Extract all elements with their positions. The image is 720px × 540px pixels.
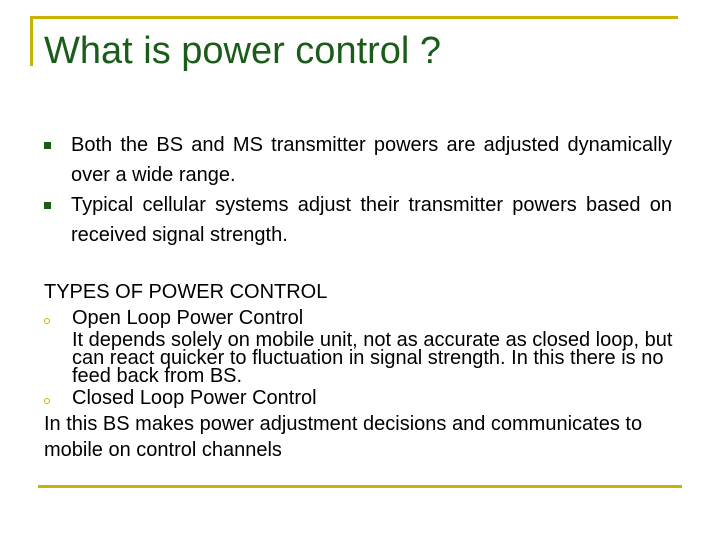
ring-bullet-icon (44, 318, 50, 324)
sub-item-closed-loop (44, 385, 674, 411)
power-control-types (44, 279, 674, 463)
bottom-rule (38, 485, 682, 488)
closed-loop-detail: In this BS makes power adjustment decisions and communicates to mobile on control channels (44, 413, 643, 461)
types-heading: TYPES OF POWER CONTROL (44, 281, 328, 303)
closed-loop-label: Closed Loop Power Control (72, 387, 317, 409)
bullet-text: Both the BS and MS transmitter powers are adjusted dynamically over a wide range. (71, 134, 672, 186)
square-bullet-icon (44, 142, 51, 149)
ring-bullet-icon (44, 398, 50, 404)
bullet-item (44, 190, 672, 250)
open-loop-label: Open Loop Power Control (72, 307, 304, 329)
bullet-list (44, 130, 672, 250)
slide-title: What is power control ? (44, 30, 442, 72)
bullet-item (44, 130, 672, 190)
top-rule (30, 16, 678, 19)
left-rule (30, 16, 33, 66)
sub-item-open-loop (44, 305, 674, 331)
square-bullet-icon (44, 202, 51, 209)
open-loop-detail: It depends solely on mobile unit, not as accurate as closed loop, but can react quicker to fluctuation in signal strength. In this there is no feed back from BS. (72, 329, 673, 387)
bullet-text: Typical cellular systems adjust their transmitter powers based on received signal strength. (71, 194, 672, 246)
